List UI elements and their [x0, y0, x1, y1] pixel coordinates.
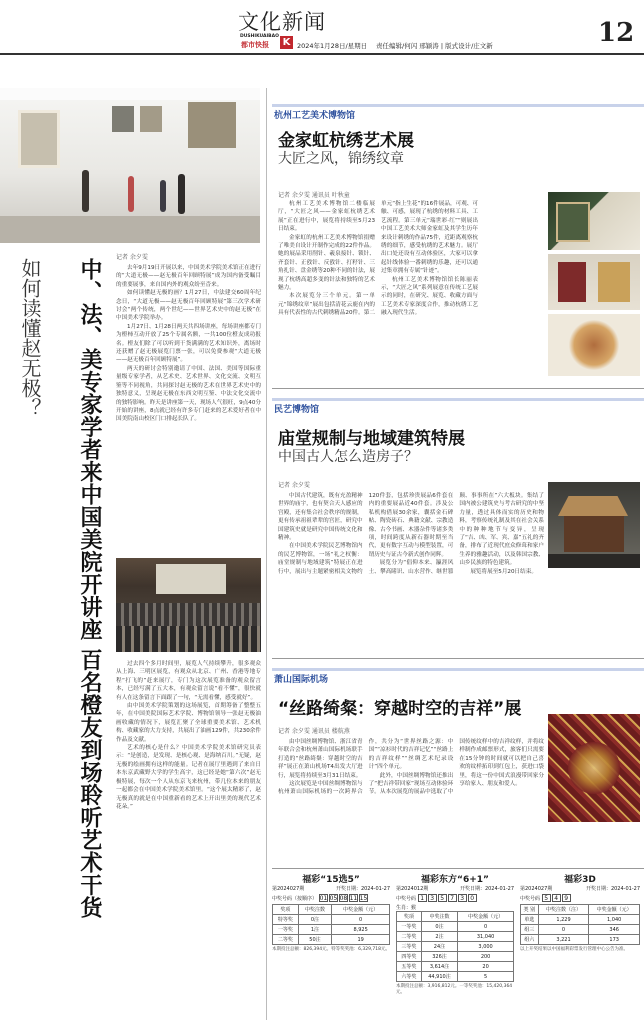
paragraph: 在中国美术学院民艺博物馆内的民艺博物馆，一场“礼之权衡：庙堂规制与地域建筑”特展正在进行中，展出与主题紧密相关文物约120件套，包括珍贵展品6件套在内的重要展品近40件套。涉及公私机构借展30余家，囊括金石碑帖、陶瓷砖石、典籍文献、宗教造像、古今书画、木器杂件等诸多类项，时间跨度从新石器时期至当代，更有数字互动与模型装置，可谓历史与证古今新式创作同辉。 [278, 493, 454, 575]
paper-logo: K [280, 36, 293, 49]
paragraph: 1月27日、1月28日两天共四场讲座，每场讲座都专门为橙柿互动开放了25个专属名额，一共100位橙友成功报名。橙友们除了可以听到干货满满的艺术知识外，离场时还获赠了赵无极展览门票一张，可以免费参观“大道无极——赵无极百年回顾特展”。 [116, 323, 261, 364]
lottery-label: 中奖号码 [520, 896, 541, 902]
lottery-number: 08 [339, 895, 348, 902]
lottery-number: 7 [448, 894, 457, 902]
story1-byline: 记者 余夕雯 [116, 254, 148, 261]
paragraph: 这次展览是中国丝绸博物馆与杭州萧山国际机场的一次跨界合作，共分为“世界丝路之源：中国”“凉衫时代的吉祥记忆”“丝路上的吉祥纹样”“丝绸艺术纪录设计”四个单元。 [278, 739, 454, 796]
lottery-title: 福彩东方“6+1” [421, 875, 489, 885]
lottery-date: 开奖日期：2024-01-27 [459, 886, 514, 892]
masthead [0, 0, 644, 52]
embroidery-photo-1 [548, 192, 640, 250]
story4-byline: 记者 余夕雯 通讯员 楼航燕 [278, 728, 350, 735]
page-number: 12 [598, 18, 635, 48]
story1-body-b [116, 660, 261, 1020]
lottery-number: 5 [542, 894, 551, 902]
column-divider [266, 88, 267, 1020]
story4-headline: “丝路绮粲：穿越时空的吉祥”展 [278, 699, 522, 719]
paragraph: 中国古代建筑，既有充盈精神世界的庙宇，也有契合天人感应的宫殿，还有集合社会秩序的规制，更有传承祖祖辈辈的宫匠，研究中国建筑史就是研究中国传统文化和精神。 [278, 493, 363, 542]
story3-column: 民艺博物馆 [274, 405, 320, 415]
paper-name: 都市快报 [241, 41, 269, 49]
story4-body [278, 738, 544, 862]
lottery-number: 3 [428, 894, 437, 902]
lottery-3d [520, 872, 640, 953]
paragraph: 杭州工艺美术博物馆二楼临展厅，“大匠之风——金家虹杭绣艺术展”正在进行中，展览将持续至5月23日结束。 [278, 201, 375, 233]
lottery-label: 中奖号码 [396, 896, 417, 902]
story3-headline: 庙堂规制与地域建筑特展 [278, 429, 465, 449]
paragraph: 本次展览分三个单元。第一单元“锦绣纹章”展出包括清花云鹿在内的具有代表性的古代刺绣精品20件。第二单元“指上生花”的16件展品，可观、可触、可感，展现了杭绣的材料工具、工艺流程。第三单元“瑞世彩·红”“则展出中国工艺美术大师金家虹及其学生历年来设计刺绣的作品75件，近距离观察杭绣的细节，感受杭绣的艺术魅力。展厅出口处还设有互动体验区，大家可以拿起针线体验一番刺绣的乐趣，还可以通过集章拥有专属“针迹”。 [278, 201, 478, 317]
date-line: 2024年1月28日/星期日 [297, 42, 368, 50]
lottery-notes: 本期投注总额：826,394元。特等奖奖池：6,329,718元。 [272, 947, 391, 952]
lottery-15-5 [272, 872, 390, 953]
paragraph: 两天的研讨会特别邀请了中国、法国、美国等国际重量级专家学者，从艺术史、艺术世界、文化交流、文明互鉴等不同视角，共同探讨赵无极的艺术在世界艺术史中的独特意义，呈现赵无极在东西文明互鉴、中法文化交流中的独特影响。昨天是讲座第一天，现场人气很旺，9点40分开始的讲座，8点就已经有许多专门赶来的艺术爱好者在中国美院南山校区门口排起长队了。 [116, 365, 261, 423]
architecture-exhibit-photo [548, 482, 640, 568]
lottery-date: 开奖日期：2024-01-27 [335, 886, 390, 892]
story2-headline: 金家虹杭绣艺术展 [278, 131, 414, 151]
story1-headline: 中、法、美专家学者来中国美院开讲座 百名橙友到场聆听艺术干货 [77, 258, 102, 919]
story2-byline: 记者 余夕雯 通讯员 叶秋童 [278, 192, 350, 199]
story3-byline: 记者 余夕雯 [278, 482, 310, 489]
section-divider [272, 388, 644, 389]
header-rule [0, 53, 644, 55]
lottery-number: 5 [438, 894, 447, 902]
story4-column-bar [272, 668, 644, 671]
lottery-6-1 [396, 872, 514, 996]
section-divider [272, 658, 644, 659]
paragraph: 艺术的核心是什么？中国美术学院美术馆研究员表示：“是创造，是发现、是核心观、是海纳百川。”无疑，赵无极的绘画拥有这样的能量。记者在展厅里遇到了来自日本东京武藏野大学的学生高宇，这已经是她“第六次”赵无极特展，每次一个人从东京飞来杭州，带几位本来的朋友一起都会在中国美术学院美术馆里。“这个展太精彩了，赵无极真的就是在中国重新看的艺术上开出里美的现代艺术花朵。” [116, 745, 261, 810]
lottery-label: 中奖号码（按顺序） [272, 896, 318, 902]
lottery-zodiac: 生肖：猴 [396, 905, 417, 911]
lottery-number: 15 [359, 895, 368, 902]
story2-subhead: 大匠之风，锦绣纹章 [278, 151, 404, 167]
paper-name-pinyin: DUSHIKUAIBAO [240, 34, 279, 39]
paragraph: 展览分为“倡仰本来、瀛涯风土、攀高睹识、山水营作、继世篡颠、事事所在”六大板块。集结了国内被公建筑史与考古研究的中坚力量，透过具体而实的历史和物料，考察传统礼制及其在社会关系中的种种地节与变异，呈现了“吉、凶、军、宾、嘉”五礼的齐备，排布了近现代庶众修葺和家户生养的雅趣活动，以及韩国宗教、山乡民族的特色建筑。 [368, 493, 544, 575]
lottery-number: 9 [562, 894, 571, 902]
silk-pattern-photo [548, 714, 640, 822]
lottery-issue: 第2024027期 [520, 886, 553, 892]
paragraph: 此外，中国丝绸博物馆还推出了“把吉祥带回家”现场互动体验环节。从本次展览的展品中选取了中国传统纹样中的吉祥纹样，并将纹样制作成邮票形式，旅客们只需要在15分钟的时间就可以把自己喜欢的纹样拓印到红包上，获进口袋里，将这一份中国式浪漫带回家分享给家人、朋友和爱人。 [368, 739, 544, 796]
lottery-number: 1 [418, 894, 427, 902]
lottery-table: 类 别 中奖注数（注） 中奖金额（元） 单选 1,229 1,040 组三 0 346 组六 3,221 173 [520, 904, 640, 945]
lottery-issue: 第2024012期 [396, 886, 429, 892]
exhibition-hall-photo [0, 88, 260, 243]
paragraph: 去年9月19日开展以来，中国美术学院美术馆正在进行的“大道无极——赵无极百年回顾特展”成为国内备受瞩目的重要展事，来自国内外的观众纷至沓来。 [116, 265, 261, 288]
lottery-table: 奖项 中奖注数 中奖金额（元） 特等奖 0注 0 一等奖 1注 8,925 二等奖 50注 19 [272, 904, 390, 945]
lottery-title: 福彩3D [564, 875, 596, 885]
lottery-table: 奖项 中奖注数 中奖金额（元） 一等奖 0注 0 二等奖 2注 31,040 三等奖 24注 3,000 四等奖 326注 200 五等奖 3,614注 20 六等奖 44,910注 5 [396, 911, 514, 982]
embroidery-photo-2 [548, 254, 640, 310]
story3-body [278, 492, 544, 650]
lottery-number: 3 [458, 894, 467, 902]
story3-subhead: 中国古人怎么造房子？ [278, 449, 418, 465]
lottery-number: 05 [329, 895, 338, 902]
paragraph: 杭州工艺美术博物馆馆长陈丽表示，“大匠之风”系列展意在传统工艺展示的同时，在研究、展览、收藏方面与工艺美术专家深度合作，推动杭绣工艺融入现代生活。 [381, 276, 478, 317]
lottery-divider [272, 868, 644, 869]
paragraph: 由中国美术学院策划的这场展览，首期筹备了整整五年，在中国美院国际艺术学院、博物馆领导一张赵无极油画收藏的情况下，展览汇聚了全球重要美术馆、艺术机构、收藏家的大力支持，共展出了油画129件，共230余件作品及文献。 [116, 703, 261, 743]
lottery-date: 开奖日期：2024-01-27 [585, 886, 640, 892]
story2-column-bar [272, 104, 644, 107]
story2-column: 杭州工艺美术博物馆 [274, 111, 356, 121]
paragraph: 过去四个多月时间里，展览人气持续攀升，很多观众从上海、三明区展览，有观众从北京、广州、香港等地专程“打飞的”赶来展厅，专门为这次展览准备的观众留言本，已经写满了五大本，有观众留言说“看不懂”，很快就有人在这条留言下面跟了一句，“无需看懂，感受就好”。 [116, 661, 261, 701]
story2-body [278, 200, 478, 378]
paragraph: 展览将展至5月20日结束。 [470, 568, 537, 575]
editor-line: 责任编辑/何闪 邢颖涛 | 版式设计/庄文新 [376, 42, 493, 50]
lottery-number: 0 [468, 894, 477, 902]
story4-column: 萧山国际机场 [274, 675, 329, 685]
embroidery-photo-3 [548, 314, 640, 376]
lottery-notes: 本期投注总额：3,916,812元。一等奖奖池：15,420,364元。 [396, 984, 513, 995]
lottery-number: 11 [349, 895, 358, 902]
story1-subhead: 如何读懂赵无极？ [18, 258, 42, 418]
story3-column-bar [272, 398, 644, 401]
lottery-number: 4 [552, 894, 561, 902]
lottery-notes: 以上开奖结果以中国福利彩票发行管理中心公告为准。 [520, 947, 628, 952]
paragraph: 金家虹的杭州工艺美术博物馆捐赠了唯美自设计开制作完成的22件作品。她的展品采用削针、羲泉接针、锁针、齐套针、正戗针、反戗针、打籽针、三角扎针、盘金绣等20种不同的针法，展现了杭绣高超多变的针法和独特的艺术魅力。 [278, 234, 375, 292]
lecture-hall-photo [116, 558, 261, 652]
lottery-number: 01 [319, 895, 328, 902]
paragraph: 如何读懂赵无极的画？1月27日，中法建交60周年纪念日，“大道无极——赵无极百年回顾特展”第三次学术研讨会“两个传统，两个世纪——世界艺术史中的赵无极”在中国美术学院举办。 [116, 290, 261, 322]
lottery-issue: 第2024027期 [272, 886, 305, 892]
lottery-title: 福彩“15选5” [302, 875, 360, 885]
section-title: 文化新闻 [238, 10, 326, 34]
story1-body-a [116, 264, 261, 556]
paragraph: 由中国丝绸博物馆、浙江省青年联合会和杭州萧山国际机场联手打造的“丝路绮粲：穿越时空的吉祥”展正在萧山机场T4出发大厅进行，展览将持续至3月31日结束。 [278, 739, 363, 779]
